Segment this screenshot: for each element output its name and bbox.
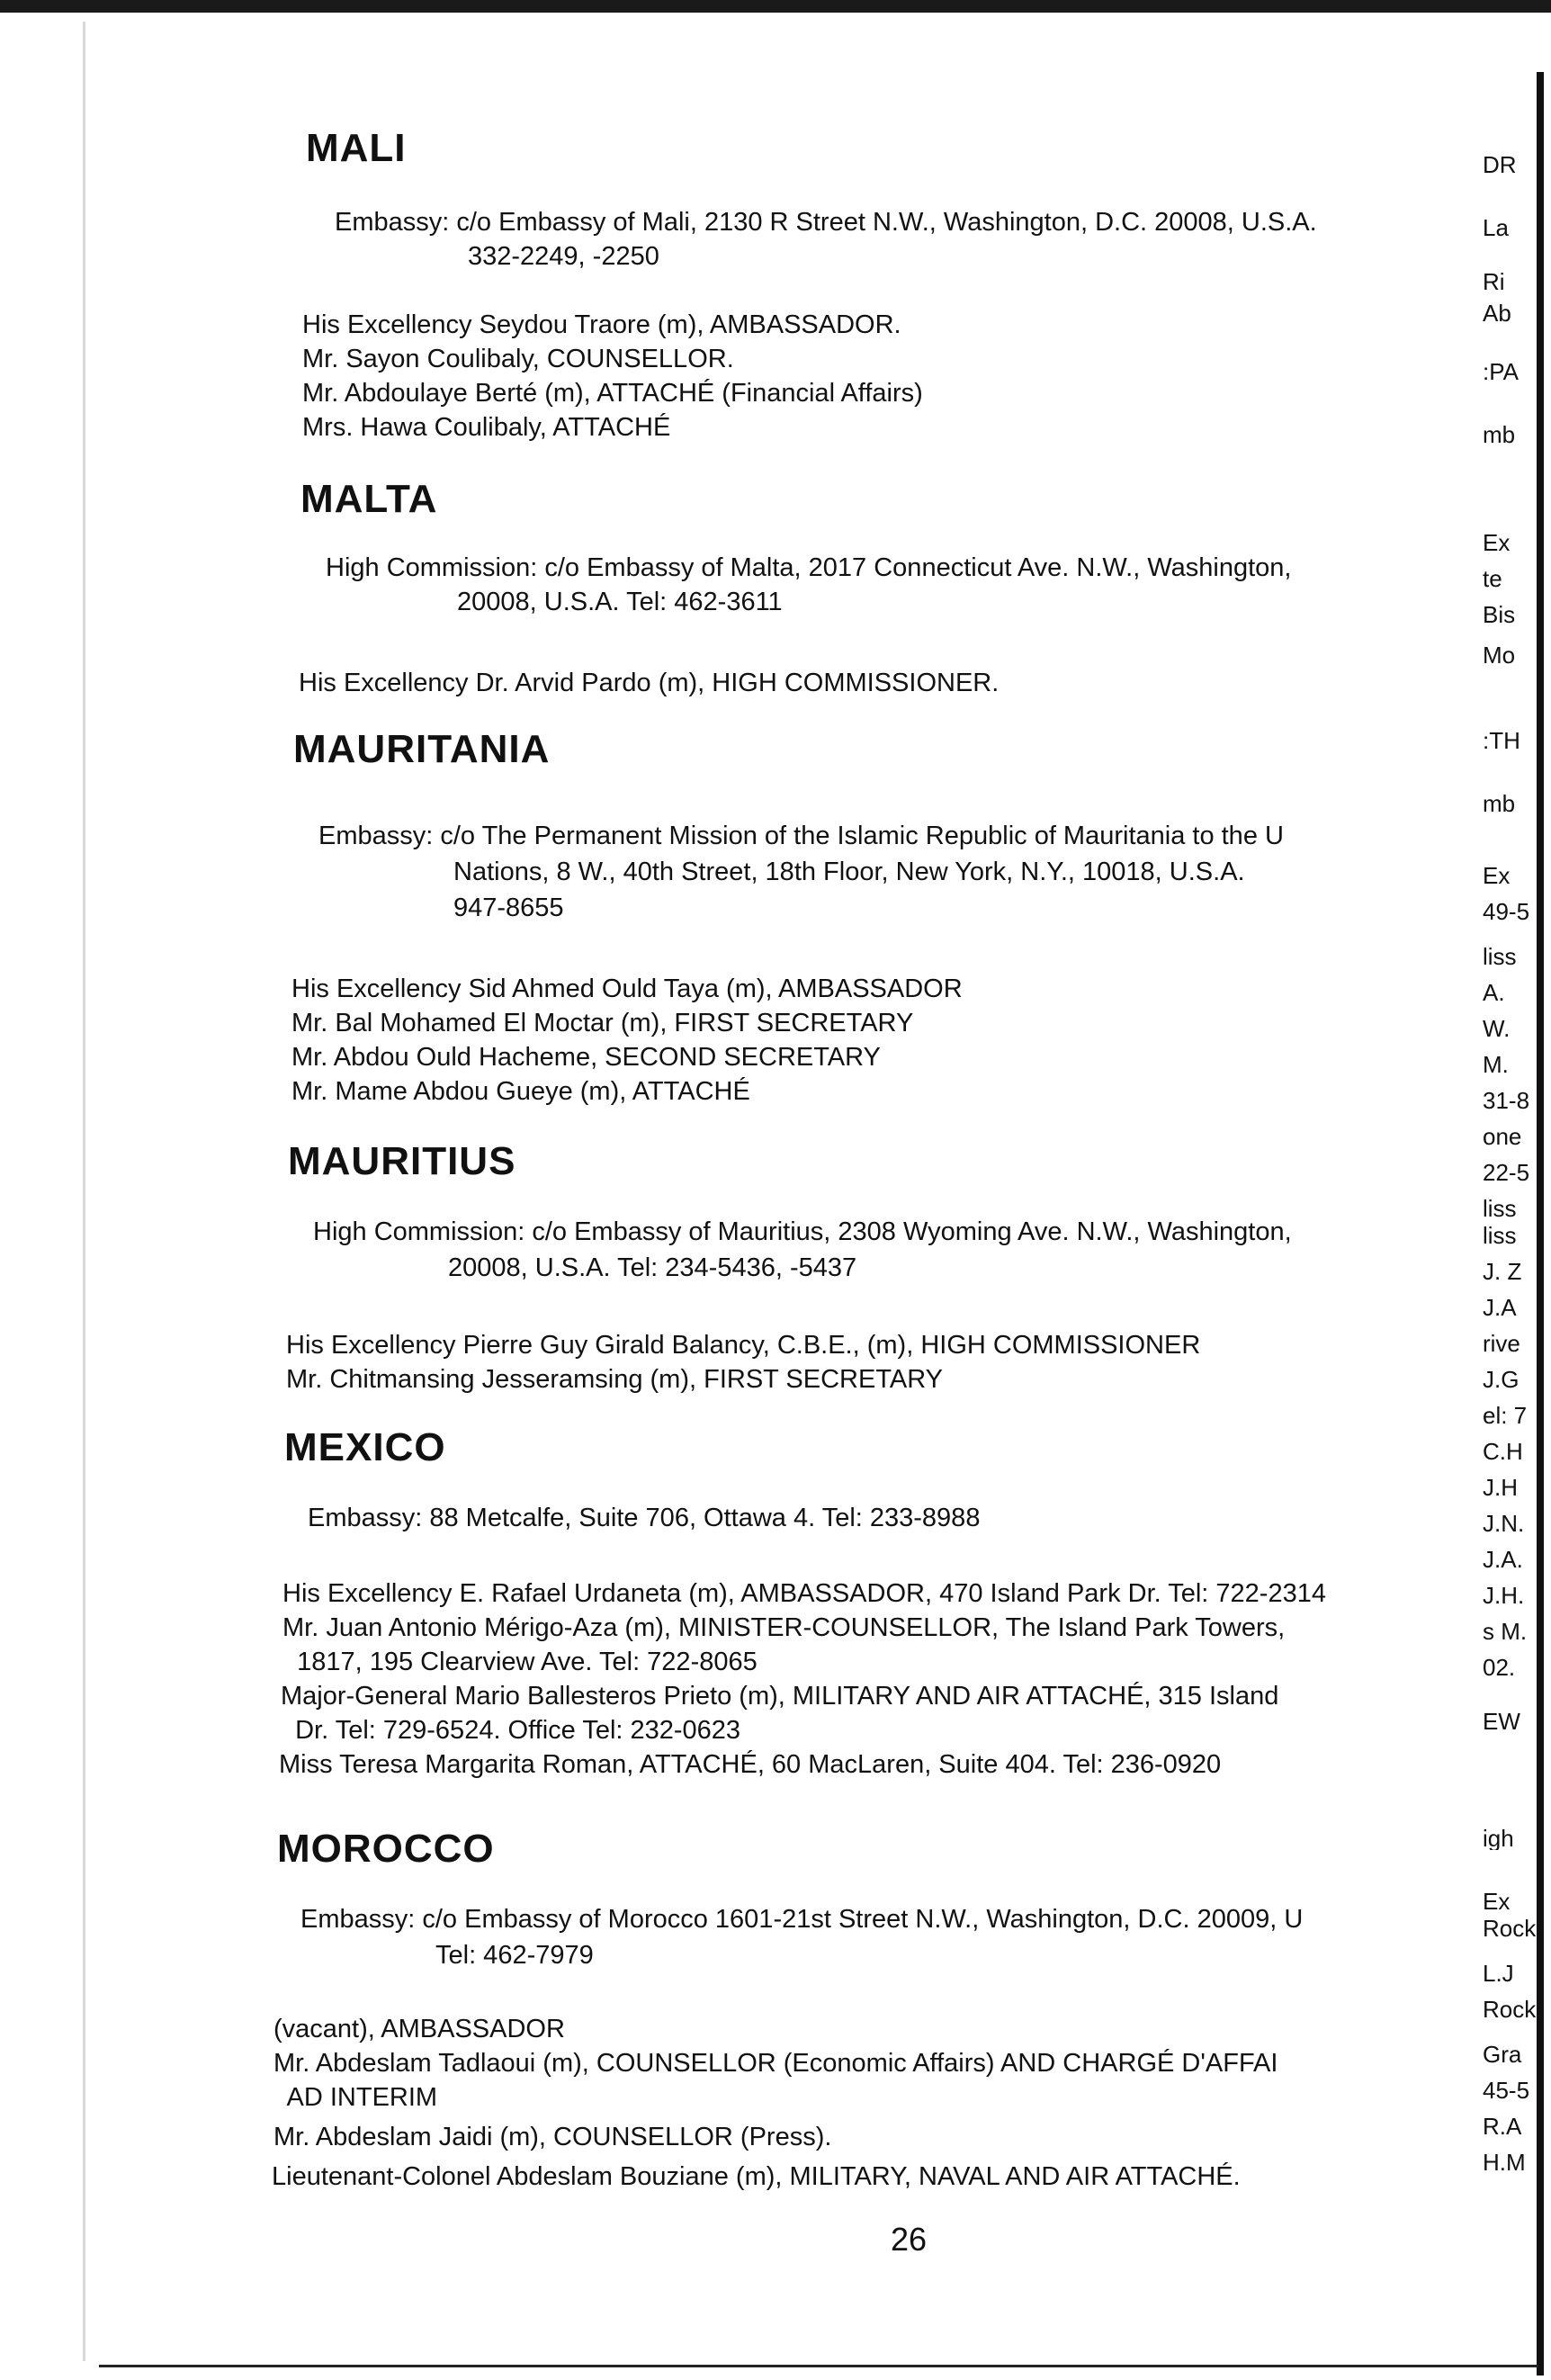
right-edge-fragment: M. (1483, 1053, 1509, 1076)
right-edge-fragment: A. (1483, 981, 1505, 1004)
right-edge-fragment: L.J (1483, 1962, 1514, 1985)
right-edge-fragment: J.N. (1483, 1512, 1525, 1535)
right-edge-fragment: J. Z (1483, 1260, 1522, 1283)
right-edge-fragment: J.H (1483, 1476, 1518, 1499)
right-edge-fragment: Ex (1483, 531, 1511, 554)
right-edge-fragment: DR (1483, 153, 1517, 176)
right-edge-fragment: J.A. (1483, 1548, 1523, 1571)
right-edge-fragment: el: 7 (1483, 1404, 1528, 1427)
malta-address-line-1: High Commission: c/o Embassy of Malta, 2017 Connecticut Ave. N.W., Washington, (326, 553, 1292, 582)
right-edge-fragment: Ex (1483, 1890, 1511, 1913)
right-edge-fragment: J.H. (1483, 1584, 1525, 1607)
morocco-person-2: Mr. Abdeslam Tadlaoui (m), COUNSELLOR (Economic Affairs) AND CHARGÉ D'AFFAI (273, 2049, 1278, 2078)
right-edge-fragment: te (1483, 567, 1502, 590)
right-edge-fragment: Ab (1483, 301, 1511, 325)
mauritius-address-line-1: High Commission: c/o Embassy of Mauritius, 2308 Wyoming Ave. N.W., Washington, (313, 1217, 1292, 1246)
right-edge-fragment: Bis (1483, 603, 1516, 626)
right-edge-fragment: La (1483, 216, 1509, 239)
right-edge-fragment: liss (1483, 1224, 1517, 1247)
mexico-person-2: Mr. Juan Antonio Mérigo-Aza (m), MINISTER-COUNSELLOR, The Island Park Towers, (282, 1613, 1286, 1642)
right-edge-fragment: 49-5 (1483, 900, 1530, 923)
mexico-person-5: Dr. Tel: 729-6524. Office Tel: 232-0623 (281, 1716, 741, 1745)
mauritania-person-2: Mr. Bal Mohamed El Moctar (m), FIRST SECRETARY (291, 1009, 914, 1037)
mauritania-address-line-1: Embassy: c/o The Permanent Mission of the Islamic Republic of Mauritania to the U (318, 822, 1284, 850)
morocco-person-4: Mr. Abdeslam Jaidi (m), COUNSELLOR (Press). (273, 2123, 832, 2151)
right-edge-fragment: R.A (1483, 2115, 1522, 2138)
mauritania-address-line-2: Nations, 8 W., 40th Street, 18th Floor, New York, N.Y., 10018, U.S.A. (453, 858, 1245, 886)
malta-address-line-2: 20008, U.S.A. Tel: 462-3611 (457, 588, 783, 616)
right-edge-fragment: 31-8 (1483, 1089, 1530, 1112)
right-edge-fragment: :TH (1483, 729, 1520, 752)
right-edge-fragment: mb (1483, 792, 1516, 815)
country-heading-mauritius: MAURITIUS (288, 1139, 516, 1183)
right-edge-fragment: rive (1483, 1332, 1520, 1355)
right-edge-fragment: Ex (1483, 864, 1511, 887)
country-heading-morocco: MOROCCO (277, 1827, 495, 1871)
scan-left-edge (83, 22, 85, 2361)
mexico-person-6: Miss Teresa Margarita Roman, ATTACHÉ, 60 MacLaren, Suite 404. Tel: 236-0920 (279, 1750, 1222, 1779)
morocco-address-line-1: Embassy: c/o Embassy of Morocco 1601-21st Street N.W., Washington, D.C. 20009, U (300, 1905, 1304, 1934)
right-edge-fragment: 02. (1483, 1656, 1516, 1679)
right-edge-fragment: EW (1483, 1710, 1520, 1733)
morocco-person-5: Lieutenant-Colonel Abdeslam Bouziane (m), MILITARY, NAVAL AND AIR ATTACHÉ. (272, 2162, 1241, 2191)
scan-top-edge (0, 0, 1551, 13)
mali-person-1: His Excellency Seydou Traore (m), AMBASSADOR. (302, 310, 901, 339)
right-edge-fragment: Gra (1483, 2043, 1522, 2066)
right-edge-fragment: Rock (1483, 1998, 1537, 2021)
mauritania-address-line-3: 947-8655 (453, 894, 564, 922)
mali-person-3: Mr. Abdoulaye Berté (m), ATTACHÉ (Financial Affairs) (302, 379, 923, 408)
right-edge-fragment: H.M (1483, 2151, 1526, 2174)
right-edge-fragment: Rock (1483, 1917, 1537, 1940)
right-edge-fragment: J.A (1483, 1296, 1517, 1319)
right-edge-fragment: J.G (1483, 1368, 1520, 1391)
mexico-person-1: His Excellency E. Rafael Urdaneta (m), AMBASSADOR, 470 Island Park Dr. Tel: 722-2314 (282, 1579, 1326, 1608)
mali-address-line-1: Embassy: c/o Embassy of Mali, 2130 R Street N.W., Washington, D.C. 20008, U.S.A. (335, 208, 1317, 237)
mauritania-person-1: His Excellency Sid Ahmed Ould Taya (m), AMBASSADOR (291, 974, 963, 1003)
right-edge-fragment: one (1483, 1125, 1522, 1148)
mexico-person-3: 1817, 195 Clearview Ave. Tel: 722-8065 (282, 1648, 758, 1676)
country-heading-mauritania: MAURITANIA (293, 727, 551, 771)
mali-person-4: Mrs. Hawa Coulibaly, ATTACHÉ (302, 413, 671, 442)
country-heading-malta: MALTA (300, 477, 438, 521)
country-heading-mali: MALI (306, 126, 407, 170)
mexico-person-4: Major-General Mario Ballesteros Prieto (m), MILITARY AND AIR ATTACHÉ, 315 Island (281, 1682, 1279, 1711)
morocco-person-3: AD INTERIM (273, 2083, 438, 2112)
right-edge-fragment: Ri (1483, 270, 1505, 293)
right-edge-fragment: igh (1483, 1827, 1514, 1850)
morocco-person-1: (vacant), AMBASSADOR (273, 2015, 565, 2043)
right-edge-fragment: liss (1483, 945, 1517, 968)
morocco-address-line-2: Tel: 462-7979 (435, 1941, 594, 1970)
mauritius-person-1: His Excellency Pierre Guy Girald Balancy, C.B.E., (m), HIGH COMMISSIONER (286, 1331, 1201, 1360)
right-edge-fragment: mb (1483, 423, 1516, 446)
mauritius-address-line-2: 20008, U.S.A. Tel: 234-5436, -5437 (448, 1253, 857, 1282)
mali-address-line-2: 332-2249, -2250 (468, 242, 659, 271)
page-number: 26 (891, 2221, 928, 2258)
mexico-address-line-1: Embassy: 88 Metcalfe, Suite 706, Ottawa 4. Tel: 233-8988 (308, 1504, 981, 1532)
malta-person-1: His Excellency Dr. Arvid Pardo (m), HIGH COMMISSIONER. (299, 669, 1000, 697)
right-edge-fragment: 45-5 (1483, 2079, 1530, 2102)
right-edge-fragment: s M. (1483, 1620, 1528, 1643)
right-edge-fragment: :PA (1483, 360, 1519, 383)
scan-right-edge (1537, 72, 1544, 2376)
mali-person-2: Mr. Sayon Coulibaly, COUNSELLOR. (302, 345, 734, 373)
mauritania-person-4: Mr. Mame Abdou Gueye (m), ATTACHÉ (291, 1077, 750, 1106)
right-edge-fragment: liss (1483, 1197, 1517, 1220)
right-edge-fragment: Mo (1483, 643, 1516, 667)
right-edge-fragment: W. (1483, 1017, 1511, 1040)
country-heading-mexico: MEXICO (284, 1425, 446, 1469)
right-edge-fragment: 22-5 (1483, 1161, 1530, 1184)
right-edge-fragment: C.H (1483, 1440, 1523, 1463)
scan-bottom-edge (99, 2365, 1538, 2367)
mauritania-person-3: Mr. Abdou Ould Hacheme, SECOND SECRETARY (291, 1043, 881, 1072)
mauritius-person-2: Mr. Chitmansing Jesseramsing (m), FIRST SECRETARY (286, 1365, 943, 1394)
